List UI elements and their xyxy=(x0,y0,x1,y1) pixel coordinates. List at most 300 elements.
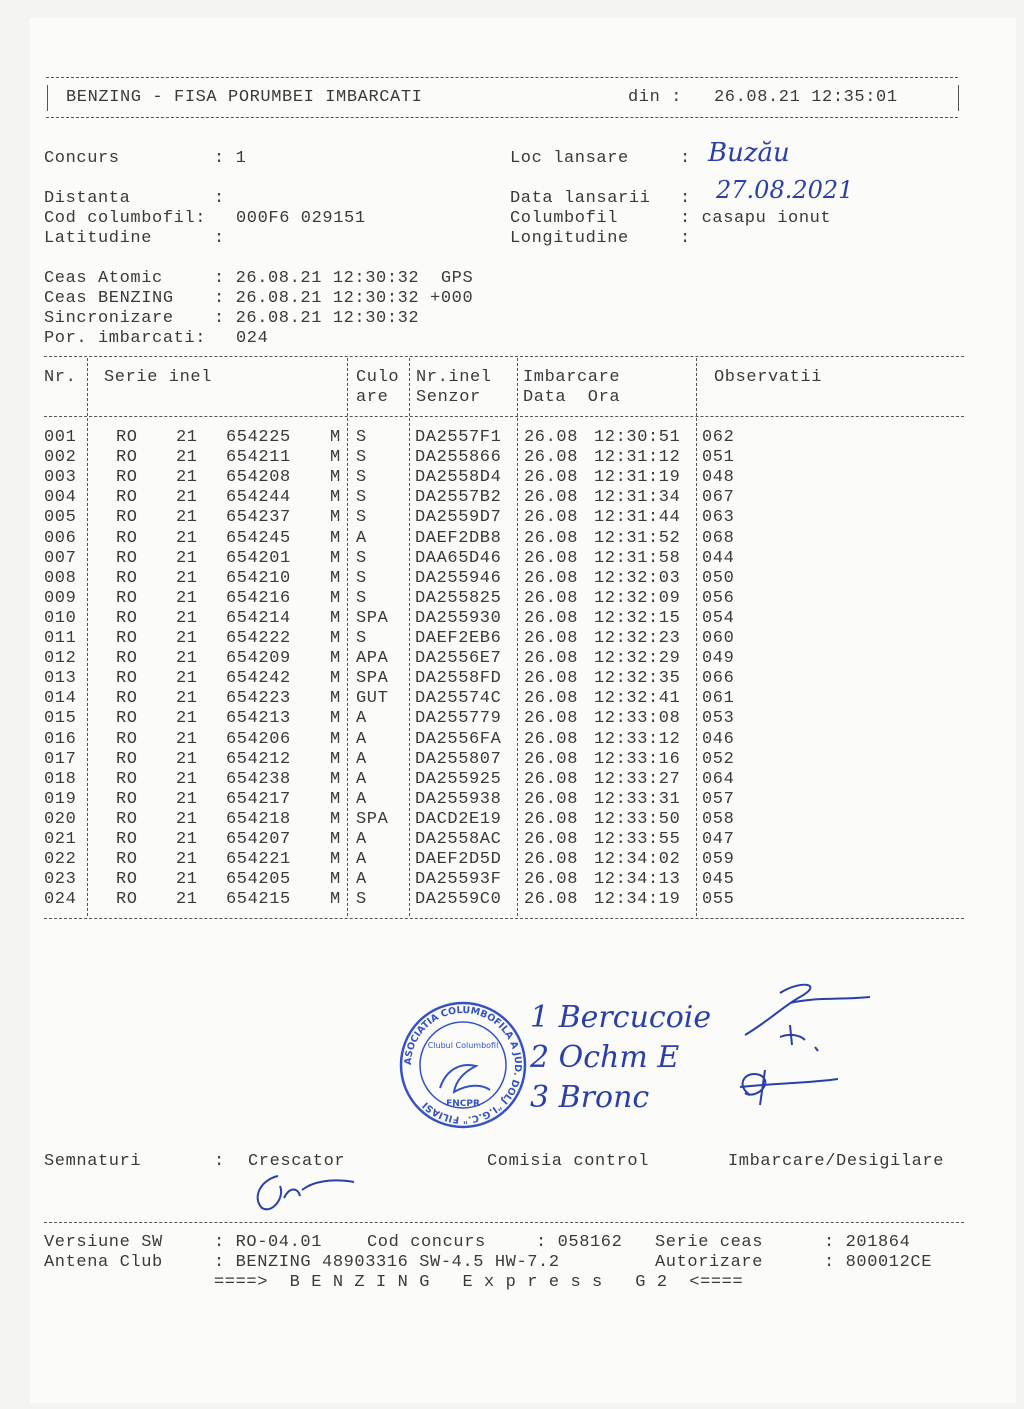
ceas-atomic-value: : 26.08.21 12:30:32 GPS xyxy=(214,269,474,288)
row-color: S xyxy=(356,468,367,488)
row-year: 21 xyxy=(176,649,198,669)
row-year: 21 xyxy=(176,488,198,508)
row-ring: 654205 xyxy=(226,870,291,890)
row-sensor: DA255930 xyxy=(415,608,502,628)
row-date: 26.08 xyxy=(524,830,579,849)
row-time: 12:31:34 xyxy=(594,488,681,508)
row-country: RO xyxy=(116,568,138,588)
row-country: RO xyxy=(116,669,138,689)
row-observation: 044 xyxy=(702,548,735,568)
row-time: 12:32:41 xyxy=(594,689,681,709)
row-country: RO xyxy=(116,890,138,910)
row-time: 12:32:15 xyxy=(594,608,681,628)
row-time: 12:32:03 xyxy=(594,568,681,588)
row-nr: 009 xyxy=(44,588,77,608)
row-date: 26.08 xyxy=(524,508,579,528)
longitudine-label: Longitudine xyxy=(510,229,629,248)
row-ring: 654211 xyxy=(226,448,291,468)
row-observation: 060 xyxy=(702,629,735,648)
row-sex: M xyxy=(330,729,341,749)
semnaturi-sep: : xyxy=(214,1152,225,1171)
row-sensor: DA2558FD xyxy=(415,669,502,689)
serie-ceas-label: Serie ceas xyxy=(655,1233,764,1252)
row-nr: 002 xyxy=(44,448,77,468)
row-year: 21 xyxy=(176,769,198,789)
row-date: 26.08 xyxy=(524,488,579,508)
row-date: 26.08 xyxy=(524,809,579,829)
row-color: S xyxy=(356,588,367,608)
row-nr: 004 xyxy=(44,488,77,508)
commission-member-1: 1 Bercucoie xyxy=(530,1000,712,1035)
serie-ceas-value: : 201864 xyxy=(824,1233,911,1252)
row-year: 21 xyxy=(176,870,198,890)
row-time: 12:32:29 xyxy=(594,649,681,669)
row-color: A xyxy=(356,528,367,548)
semnaturi-label: Semnaturi xyxy=(44,1152,142,1171)
header-culoare-1: Culo xyxy=(356,368,400,387)
header-right-border xyxy=(958,85,959,111)
commission-member-2: 2 Ochm E xyxy=(530,1040,680,1075)
row-sex: M xyxy=(330,789,341,809)
row-nr: 016 xyxy=(44,729,77,749)
row-observation: 045 xyxy=(702,870,735,890)
row-time: 12:33:08 xyxy=(594,709,681,729)
row-date: 26.08 xyxy=(524,608,579,628)
data-lansarii-label: Data lansarii xyxy=(510,189,651,208)
row-date: 26.08 xyxy=(524,448,579,468)
distanta-value: : xyxy=(214,189,225,208)
row-color: A xyxy=(356,789,367,809)
row-country: RO xyxy=(116,528,138,548)
row-sensor: DAEF2D5D xyxy=(415,850,502,870)
row-year: 21 xyxy=(176,448,198,468)
sincronizare-label: Sincronizare xyxy=(44,309,174,328)
row-sex: M xyxy=(330,830,341,849)
row-year: 21 xyxy=(176,428,198,447)
row-sex: M xyxy=(330,428,341,447)
row-nr: 011 xyxy=(44,629,77,648)
row-nr: 018 xyxy=(44,769,77,789)
row-sex: M xyxy=(330,709,341,729)
row-date: 26.08 xyxy=(524,568,579,588)
row-nr: 020 xyxy=(44,809,77,829)
row-ring: 654206 xyxy=(226,729,291,749)
row-sex: M xyxy=(330,629,341,648)
row-sex: M xyxy=(330,528,341,548)
row-nr: 012 xyxy=(44,649,77,669)
print-date-value: 26.08.21 12:35:01 xyxy=(714,88,898,107)
row-time: 12:34:19 xyxy=(594,890,681,910)
columbofil-label: Columbofil xyxy=(510,209,619,228)
row-sensor: DA255866 xyxy=(415,448,502,468)
autorizare-value: : 800012CE xyxy=(824,1253,933,1272)
ceas-benzing-label: Ceas BENZING xyxy=(44,289,174,308)
porumbei-imbarcati-label: Por. imbarcati: xyxy=(44,329,207,348)
cod-columbofil-value: 000F6 029151 xyxy=(236,209,366,228)
row-sex: M xyxy=(330,669,341,689)
club-stamp xyxy=(398,1000,528,1130)
data-lansarii-sep: : xyxy=(680,189,691,208)
row-date: 26.08 xyxy=(524,689,579,709)
row-ring: 654245 xyxy=(226,528,291,548)
crescator-label: Crescator xyxy=(248,1152,346,1171)
row-country: RO xyxy=(116,448,138,468)
row-sensor: DA2556E7 xyxy=(415,649,502,669)
row-sex: M xyxy=(330,468,341,488)
row-year: 21 xyxy=(176,669,198,689)
versiune-sw-value: : RO-04.01 xyxy=(214,1233,323,1252)
row-country: RO xyxy=(116,548,138,568)
row-color: SPA xyxy=(356,608,389,628)
print-date-label: din : xyxy=(628,88,683,107)
row-year: 21 xyxy=(176,528,198,548)
row-date: 26.08 xyxy=(524,468,579,488)
row-color: S xyxy=(356,890,367,910)
row-observation: 067 xyxy=(702,488,735,508)
row-sex: M xyxy=(330,850,341,870)
footer-border xyxy=(44,1222,964,1223)
row-time: 12:31:19 xyxy=(594,468,681,488)
row-date: 26.08 xyxy=(524,769,579,789)
row-color: S xyxy=(356,568,367,588)
row-date: 26.08 xyxy=(524,629,579,648)
row-date: 26.08 xyxy=(524,649,579,669)
row-ring: 654238 xyxy=(226,769,291,789)
row-sensor: DA255946 xyxy=(415,568,502,588)
porumbei-imbarcati-value: 024 xyxy=(236,329,269,348)
row-color: SPA xyxy=(356,669,389,689)
row-year: 21 xyxy=(176,729,198,749)
row-country: RO xyxy=(116,629,138,648)
header-nr-inel-1: Nr.inel xyxy=(416,368,492,387)
row-color: S xyxy=(356,548,367,568)
crescator-signature xyxy=(250,1168,360,1218)
row-color: S xyxy=(356,428,367,447)
row-color: A xyxy=(356,850,367,870)
antena-club-value: : BENZING 48903316 SW-4.5 HW-7.2 xyxy=(214,1253,560,1272)
row-year: 21 xyxy=(176,749,198,769)
row-sensor: DA255938 xyxy=(415,789,502,809)
row-nr: 005 xyxy=(44,508,77,528)
row-sex: M xyxy=(330,809,341,829)
row-observation: 050 xyxy=(702,568,735,588)
row-sex: M xyxy=(330,890,341,910)
row-country: RO xyxy=(116,649,138,669)
row-sensor: DA2558D4 xyxy=(415,468,502,488)
row-country: RO xyxy=(116,729,138,749)
row-observation: 051 xyxy=(702,448,735,468)
row-observation: 046 xyxy=(702,729,735,749)
row-sex: M xyxy=(330,689,341,709)
autorizare-label: Autorizare xyxy=(655,1253,764,1272)
distanta-label: Distanta xyxy=(44,189,131,208)
row-nr: 013 xyxy=(44,669,77,689)
row-ring: 654244 xyxy=(226,488,291,508)
row-date: 26.08 xyxy=(524,890,579,910)
row-year: 21 xyxy=(176,588,198,608)
header-top-border xyxy=(46,77,958,78)
ceas-benzing-value: : 26.08.21 12:30:32 +000 xyxy=(214,289,474,308)
row-country: RO xyxy=(116,488,138,508)
row-observation: 058 xyxy=(702,809,735,829)
data-lansarii-handwritten: 27.08.2021 xyxy=(716,176,854,204)
row-sex: M xyxy=(330,870,341,890)
ceas-atomic-label: Ceas Atomic xyxy=(44,269,163,288)
row-nr: 022 xyxy=(44,850,77,870)
row-color: A xyxy=(356,870,367,890)
row-country: RO xyxy=(116,749,138,769)
concurs-label: Concurs xyxy=(44,149,120,168)
row-color: SPA xyxy=(356,809,389,829)
row-ring: 654215 xyxy=(226,890,291,910)
latitudine-label: Latitudine xyxy=(44,229,153,248)
row-color: A xyxy=(356,709,367,729)
row-time: 12:31:44 xyxy=(594,508,681,528)
row-time: 12:33:12 xyxy=(594,729,681,749)
row-year: 21 xyxy=(176,689,198,709)
row-ring: 654225 xyxy=(226,428,291,447)
row-country: RO xyxy=(116,769,138,789)
col-divider-senzor xyxy=(517,358,518,916)
row-year: 21 xyxy=(176,568,198,588)
row-sex: M xyxy=(330,488,341,508)
row-ring: 654207 xyxy=(226,830,291,849)
row-color: A xyxy=(356,749,367,769)
row-ring: 654217 xyxy=(226,789,291,809)
row-time: 12:32:23 xyxy=(594,629,681,648)
row-observation: 054 xyxy=(702,608,735,628)
row-country: RO xyxy=(116,870,138,890)
row-year: 21 xyxy=(176,789,198,809)
row-sex: M xyxy=(330,548,341,568)
cod-concurs-label: Cod concurs xyxy=(367,1233,486,1252)
row-date: 26.08 xyxy=(524,528,579,548)
loc-lansare-sep: : xyxy=(680,149,691,168)
latitudine-value: : xyxy=(214,229,225,248)
row-color: S xyxy=(356,508,367,528)
row-color: S xyxy=(356,488,367,508)
row-nr: 001 xyxy=(44,428,77,447)
row-nr: 019 xyxy=(44,789,77,809)
header-imbarcare-2: Data Ora xyxy=(523,388,621,407)
row-sensor: DA255925 xyxy=(415,769,502,789)
row-ring: 654214 xyxy=(226,608,291,628)
sincronizare-value: : 26.08.21 12:30:32 xyxy=(214,309,420,328)
versiune-sw-label: Versiune SW xyxy=(44,1233,163,1252)
loc-lansare-label: Loc lansare xyxy=(510,149,629,168)
row-sex: M xyxy=(330,588,341,608)
stamp-bottom-text: FNCPR xyxy=(446,1099,480,1109)
row-date: 26.08 xyxy=(524,709,579,729)
col-divider-culoare xyxy=(409,358,410,916)
row-sensor: DAEF2DB8 xyxy=(415,528,502,548)
row-country: RO xyxy=(116,689,138,709)
row-year: 21 xyxy=(176,468,198,488)
row-observation: 059 xyxy=(702,850,735,870)
row-time: 12:31:52 xyxy=(594,528,681,548)
comisia-control-label: Comisia control xyxy=(487,1152,650,1171)
row-year: 21 xyxy=(176,709,198,729)
row-time: 12:33:50 xyxy=(594,809,681,829)
document-title: BENZING - FISA PORUMBEI IMBARCATI xyxy=(66,88,423,107)
header-serie-inel: Serie inel xyxy=(104,368,213,387)
row-time: 12:33:27 xyxy=(594,769,681,789)
row-sensor: DA25574C xyxy=(415,689,502,709)
header-nr-inel-2: Senzor xyxy=(416,388,481,407)
row-time: 12:31:12 xyxy=(594,448,681,468)
loc-lansare-handwritten: Buzău xyxy=(708,138,790,168)
row-nr: 021 xyxy=(44,830,77,849)
row-time: 12:33:16 xyxy=(594,749,681,769)
stamp-inner-text: Clubul Columbofil xyxy=(427,1041,499,1050)
row-sex: M xyxy=(330,448,341,468)
antena-club-label: Antena Club xyxy=(44,1253,163,1272)
imbarcare-desigilare-label: Imbarcare/Desigilare xyxy=(728,1152,945,1171)
row-color: A xyxy=(356,830,367,849)
row-sensor: DA255807 xyxy=(415,749,502,769)
row-sensor: DA2557F1 xyxy=(415,428,502,447)
row-nr: 003 xyxy=(44,468,77,488)
row-ring: 654221 xyxy=(226,850,291,870)
columbofil-value: : casapu ionut xyxy=(680,209,832,228)
row-sensor: DA255779 xyxy=(415,709,502,729)
header-imbarcare-1: Imbarcare xyxy=(523,368,621,387)
row-year: 21 xyxy=(176,629,198,648)
row-sensor: DA2557B2 xyxy=(415,488,502,508)
row-sensor: DA2556FA xyxy=(415,729,502,749)
row-nr: 006 xyxy=(44,528,77,548)
header-nr: Nr. xyxy=(44,368,77,387)
row-time: 12:30:51 xyxy=(594,428,681,447)
row-country: RO xyxy=(116,468,138,488)
row-ring: 654201 xyxy=(226,548,291,568)
row-date: 26.08 xyxy=(524,428,579,447)
row-sex: M xyxy=(330,649,341,669)
row-country: RO xyxy=(116,709,138,729)
row-ring: 654210 xyxy=(226,568,291,588)
col-divider-imbarcare xyxy=(696,358,697,916)
table-header-border xyxy=(44,416,964,417)
row-observation: 057 xyxy=(702,789,735,809)
row-ring: 654209 xyxy=(226,649,291,669)
row-country: RO xyxy=(116,608,138,628)
row-date: 26.08 xyxy=(524,669,579,689)
row-year: 21 xyxy=(176,608,198,628)
row-sensor: DACD2E19 xyxy=(415,809,502,829)
row-sensor: DA25593F xyxy=(415,870,502,890)
row-observation: 053 xyxy=(702,709,735,729)
row-time: 12:31:58 xyxy=(594,548,681,568)
concurs-value: : 1 xyxy=(214,149,247,168)
row-time: 12:32:09 xyxy=(594,588,681,608)
row-observation: 049 xyxy=(702,649,735,669)
row-nr: 010 xyxy=(44,608,77,628)
row-ring: 654218 xyxy=(226,809,291,829)
row-nr: 007 xyxy=(44,548,77,568)
row-time: 12:34:02 xyxy=(594,850,681,870)
col-divider-nr xyxy=(87,358,88,916)
row-nr: 015 xyxy=(44,709,77,729)
header-left-border xyxy=(47,85,48,111)
row-sensor: DAEF2EB6 xyxy=(415,629,502,648)
row-year: 21 xyxy=(176,830,198,849)
row-sex: M xyxy=(330,769,341,789)
row-sensor: DAA65D46 xyxy=(415,548,502,568)
row-date: 26.08 xyxy=(524,588,579,608)
row-time: 12:33:55 xyxy=(594,830,681,849)
row-country: RO xyxy=(116,789,138,809)
row-observation: 047 xyxy=(702,830,735,849)
row-date: 26.08 xyxy=(524,850,579,870)
row-sex: M xyxy=(330,568,341,588)
table-top-border xyxy=(44,356,964,357)
row-time: 12:32:35 xyxy=(594,669,681,689)
row-observation: 048 xyxy=(702,468,735,488)
stamp-outer-text: ASOCIATIA COLUMBOFILA A JUD. DOLJ "I.G.C." FILIASI xyxy=(402,1004,524,1126)
row-date: 26.08 xyxy=(524,749,579,769)
benzing-brand-line: ====> B E N Z I N G E x p r e s s G 2 <==== xyxy=(214,1273,744,1292)
row-observation: 068 xyxy=(702,528,735,548)
row-sensor: DA2559C0 xyxy=(415,890,502,910)
row-color: A xyxy=(356,769,367,789)
row-year: 21 xyxy=(176,508,198,528)
row-date: 26.08 xyxy=(524,789,579,809)
row-sensor: DA2558AC xyxy=(415,830,502,849)
row-ring: 654242 xyxy=(226,669,291,689)
row-date: 26.08 xyxy=(524,870,579,890)
row-nr: 014 xyxy=(44,689,77,709)
row-ring: 654222 xyxy=(226,629,291,648)
row-observation: 052 xyxy=(702,749,735,769)
row-year: 21 xyxy=(176,850,198,870)
row-ring: 654216 xyxy=(226,588,291,608)
header-culoare-2: are xyxy=(356,388,389,407)
row-time: 12:34:13 xyxy=(594,870,681,890)
row-sex: M xyxy=(330,608,341,628)
row-country: RO xyxy=(116,428,138,447)
cod-concurs-value: : 058162 xyxy=(536,1233,623,1252)
header-observatii: Observatii xyxy=(714,368,823,387)
row-ring: 654208 xyxy=(226,468,291,488)
col-divider-serie xyxy=(347,358,348,916)
row-ring: 654223 xyxy=(226,689,291,709)
row-sensor: DA2559D7 xyxy=(415,508,502,528)
row-country: RO xyxy=(116,850,138,870)
row-sensor: DA255825 xyxy=(415,588,502,608)
row-color: S xyxy=(356,448,367,468)
table-bottom-border xyxy=(44,918,964,919)
row-year: 21 xyxy=(176,890,198,910)
row-year: 21 xyxy=(176,548,198,568)
row-country: RO xyxy=(116,809,138,829)
row-observation: 061 xyxy=(702,689,735,709)
commission-signatures xyxy=(730,975,880,1115)
row-nr: 008 xyxy=(44,568,77,588)
row-nr: 017 xyxy=(44,749,77,769)
row-year: 21 xyxy=(176,809,198,829)
cod-columbofil-label: Cod columbofil: xyxy=(44,209,207,228)
row-observation: 055 xyxy=(702,890,735,910)
row-observation: 064 xyxy=(702,769,735,789)
row-ring: 654212 xyxy=(226,749,291,769)
row-date: 26.08 xyxy=(524,729,579,749)
header-bottom-border xyxy=(46,117,958,118)
row-color: APA xyxy=(356,649,389,669)
row-ring: 654237 xyxy=(226,508,291,528)
row-ring: 654213 xyxy=(226,709,291,729)
row-nr: 023 xyxy=(44,870,77,890)
row-observation: 062 xyxy=(702,428,735,447)
